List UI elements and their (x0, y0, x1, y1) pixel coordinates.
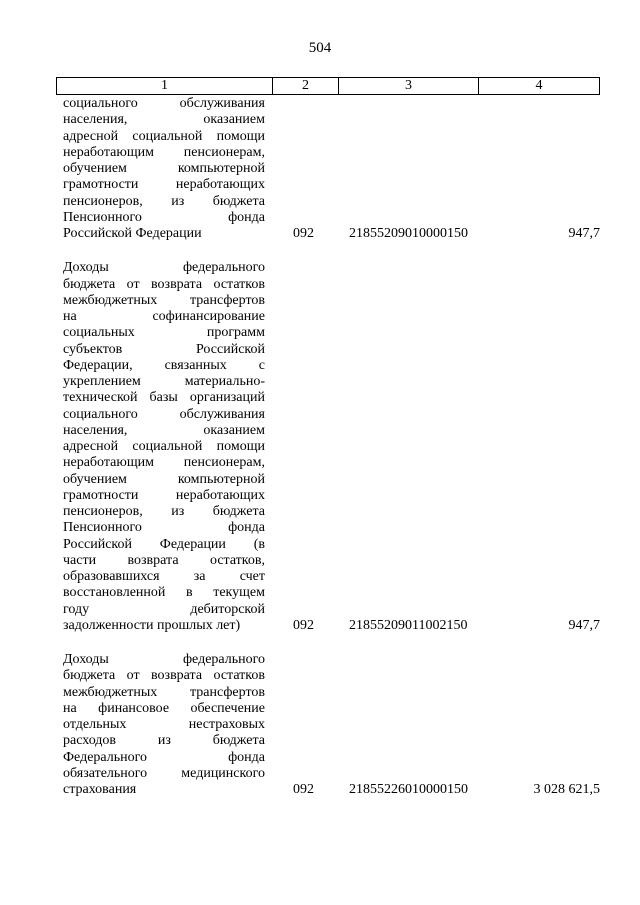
table-row (63, 652, 600, 798)
amount: 3 028 621,5 (533, 782, 600, 797)
page-number: 504 (308, 40, 332, 56)
budget-classification-code: 21855209010000150 (349, 226, 468, 241)
description-line: Доходы федерального (63, 260, 265, 276)
description-line: на софинансирование (63, 309, 265, 324)
description-line: обучением компьютерной (63, 161, 265, 176)
description-line: Федерации, связанных с (63, 357, 265, 373)
description-line: пенсионеров, из бюджета (63, 193, 265, 209)
description-line: грамотности неработающих (63, 177, 265, 193)
description-line: грамотности неработающих (63, 487, 265, 503)
description-line: Пенсионного фонда (63, 520, 265, 536)
admin-code: 092 (293, 617, 314, 633)
description-line: бюджета от возврата остатков (63, 276, 265, 292)
table-header (56, 77, 600, 95)
description-line: межбюджетных трансфертов (63, 684, 265, 700)
header-col-4: 4 (535, 78, 543, 93)
description-line: межбюджетных трансфертов (63, 292, 265, 308)
amount: 947,7 (568, 226, 600, 241)
description-line: Российской Федерации (в (63, 536, 265, 552)
admin-code: 092 (293, 782, 314, 797)
description-line: населения, оказанием (63, 422, 265, 438)
description-line: восстановленной в текущем (63, 585, 265, 601)
description-line: адресной социальной помощи (63, 439, 265, 454)
description-line: неработающим пенсионерам, (63, 455, 265, 471)
description-line: адресной социальной помощи (63, 128, 265, 144)
description-line: Доходы федерального (63, 652, 265, 667)
description-line: неработающим пенсионерам, (63, 144, 265, 160)
description-line: году дебиторской (63, 601, 265, 617)
header-col-2: 2 (273, 78, 339, 94)
description-line: расходов из бюджета (63, 733, 265, 749)
description-line: укреплением материально- (63, 374, 265, 389)
description-line: отдельных нестраховых (63, 717, 265, 732)
table-body (63, 96, 600, 816)
amount: 947,7 (568, 617, 600, 633)
description-line: технической базы организаций (63, 390, 265, 406)
description-line: части возврата остатков, (63, 552, 265, 568)
description-line: обязательного медицинского (63, 765, 265, 781)
description-line: обучением компьютерной (63, 471, 265, 487)
description-line: Федерального фонда (63, 749, 265, 765)
description-line: социального обслуживания (63, 406, 265, 422)
description-line: бюджета от возврата остатков (63, 668, 265, 684)
description-line: Пенсионного фонда (63, 209, 265, 225)
row-description (63, 652, 265, 798)
description-line: страхования (63, 782, 137, 797)
budget-classification-code: 21855209011002150 (349, 617, 468, 633)
header-col-3: 3 (339, 78, 479, 94)
description-line: социального обслуживания (63, 96, 265, 111)
description-line: Российской Федерации (63, 226, 202, 241)
header-col-1: 1 (57, 78, 273, 94)
description-line: социальных программ (63, 325, 265, 341)
budget-classification-code: 21855226010000150 (349, 782, 468, 797)
row-description (63, 96, 265, 242)
table-row (63, 96, 600, 242)
description-line: на финансовое обеспечение (63, 700, 265, 716)
description-line: населения, оказанием (63, 112, 265, 128)
description-line: задолженности прошлых лет) (63, 617, 241, 633)
description-line: субъектов Российской (63, 341, 265, 357)
table-row (63, 260, 600, 634)
row-description (63, 260, 265, 634)
description-line: пенсионеров, из бюджета (63, 504, 265, 519)
admin-code: 092 (293, 226, 314, 241)
description-line: образовавшихся за счет (63, 569, 265, 584)
